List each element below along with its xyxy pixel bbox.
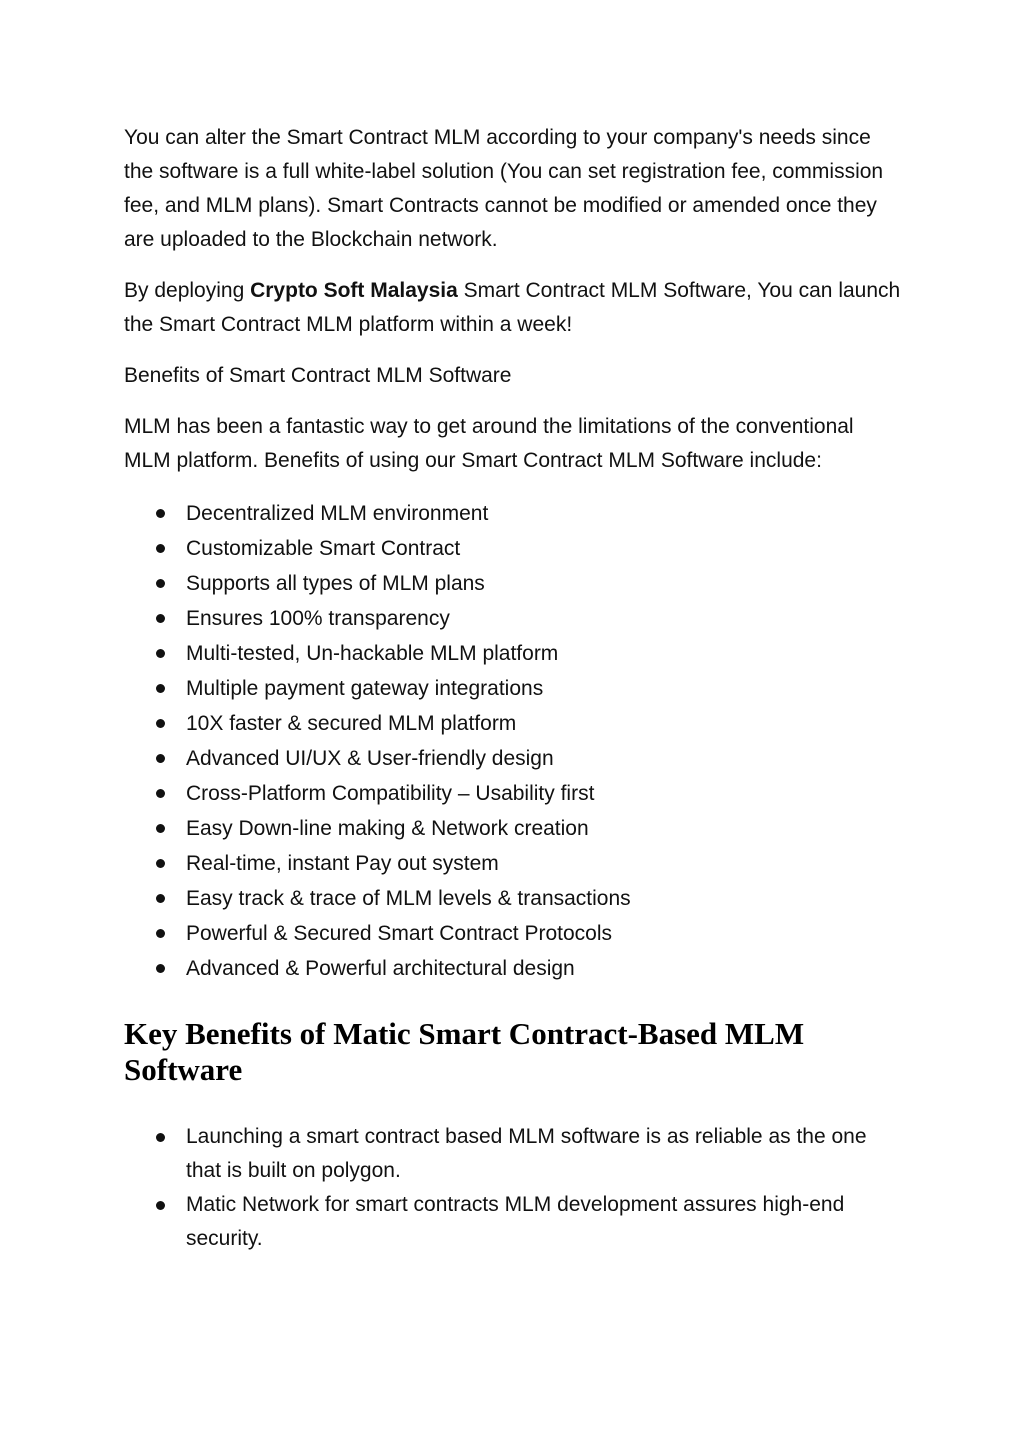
feature-list-item: 10X faster & secured MLM platform (124, 706, 904, 741)
features-list (124, 496, 904, 986)
feature-list-item: Powerful & Secured Smart Contract Protocols (124, 916, 904, 951)
feature-list-item: Cross-Platform Compatibility – Usability first (124, 776, 904, 811)
company-name: Crypto Soft Malaysia (250, 279, 458, 302)
mlm-paragraph: MLM has been a fantastic way to get around the limitations of the conventional MLM platform. Benefits of using our Smart Contract MLM Software include: (124, 415, 854, 472)
key-benefit-item: Launching a smart contract based MLM software is as reliable as the one that is built on polygon. (124, 1120, 901, 1188)
feature-list-item: Supports all types of MLM plans (124, 566, 904, 601)
key-benefit-item: Matic Network for smart contracts MLM development assures high-end security. (124, 1188, 901, 1256)
feature-list-item: Easy Down-line making & Network creation (124, 811, 904, 846)
key-benefits-list (124, 1120, 904, 1256)
feature-list-item: Customizable Smart Contract (124, 531, 904, 566)
deploy-text-start: By deploying (124, 279, 251, 302)
intro-paragraph: You can alter the Smart Contract MLM according to your company's needs since the software is a full white-label solution (You can set registration fee, commission fee, and MLM plans). Smart Contracts cannot be modified or amended once they are uploaded to the Blockchain network. (124, 126, 884, 251)
feature-list-item: Advanced & Powerful architectural design (124, 951, 904, 986)
feature-list-item: Multiple payment gateway integrations (124, 671, 904, 706)
feature-list-item: Decentralized MLM environment (124, 496, 904, 531)
feature-list-item: Easy track & trace of MLM levels & transactions (124, 881, 904, 916)
feature-list-item: Advanced UI/UX & User-friendly design (124, 741, 904, 776)
feature-list-item: Ensures 100% transparency (124, 601, 904, 636)
feature-list-item: Multi-tested, Un-hackable MLM platform (124, 636, 904, 671)
document-content (124, 121, 904, 1256)
section-heading: Key Benefits of Matic Smart Contract-Based MLM Software (124, 1016, 805, 1087)
deploy-paragraph (124, 274, 904, 342)
benefits-label: Benefits of Smart Contract MLM Software (124, 364, 512, 387)
feature-list-item: Real-time, instant Pay out system (124, 846, 904, 881)
deploy-text-end: Smart Contract MLM Software, You can launch the Smart Contract MLM platform within a week! (124, 279, 901, 336)
